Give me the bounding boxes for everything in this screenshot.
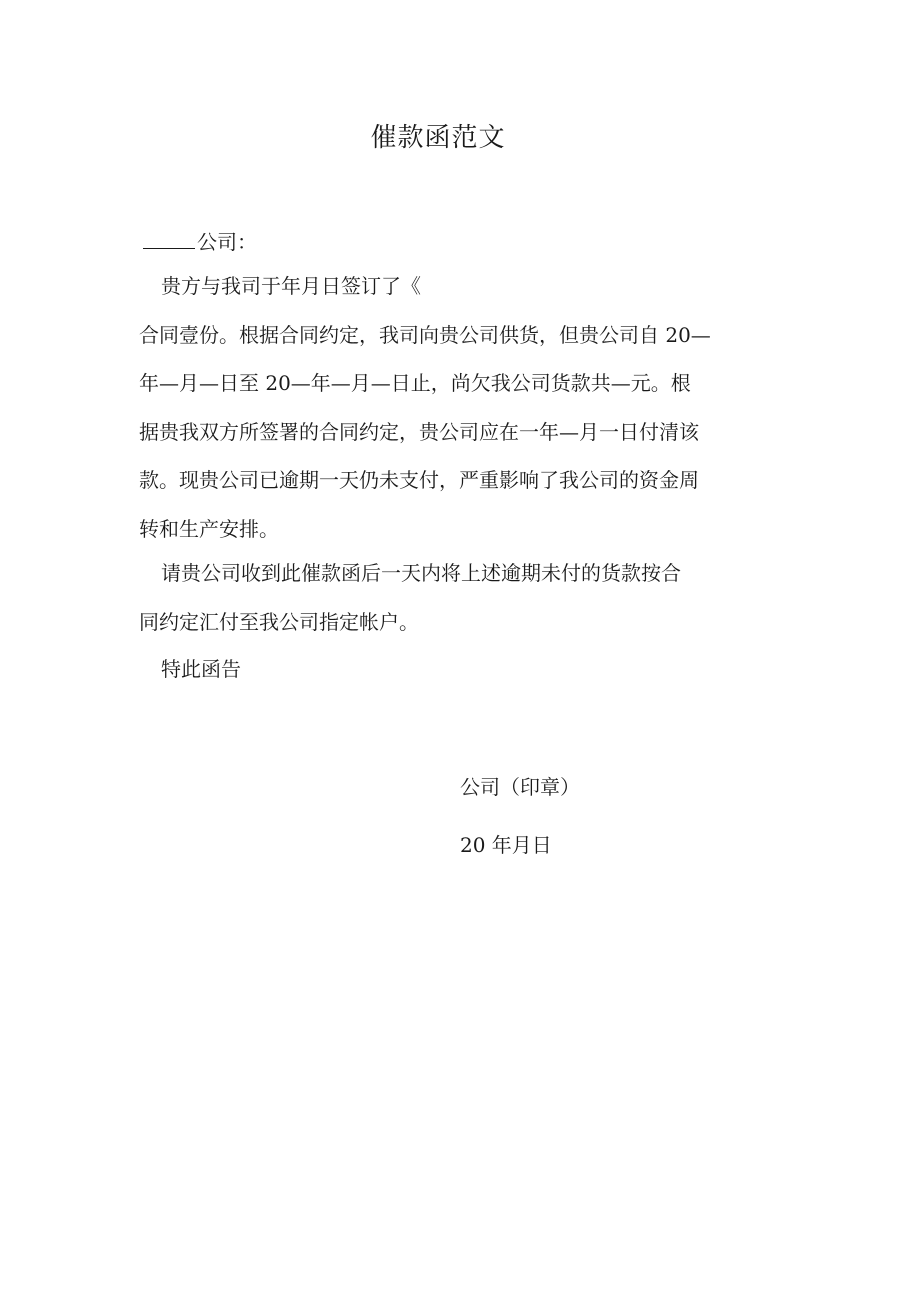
salutation-text: 公司：: [197, 230, 257, 254]
paragraph-line: 合同壹份。根据合同约定，我司向贵公司供货，但贵公司自 20—: [139, 322, 711, 347]
salutation: [143, 226, 257, 258]
paragraph-line: 款。现贵公司已逾期一天仍未支付，严重影响了我公司的资金周: [139, 468, 699, 492]
document-title: 催款函范文: [370, 123, 506, 153]
paragraph-line: 请贵公司收到此催款函后一天内将上述逾期未付的货款按合: [161, 561, 681, 585]
paragraph-line: 据贵我双方所签署的合同约定，贵公司应在一年—月一日付清该: [139, 419, 699, 444]
paragraph-line: 同约定汇付至我公司指定帐户。: [139, 609, 419, 634]
paragraph-line: 贵方与我司于年月日签订了《: [161, 274, 421, 298]
closing-phrase: 特此函告: [161, 657, 241, 681]
recipient-blank: [143, 226, 195, 249]
paragraph-line: 年—月—日至 20—年—月—日止，尚欠我公司货款共—元。根: [139, 371, 691, 395]
paragraph-payment-request: [139, 549, 739, 646]
paragraph-debt-notice: [139, 262, 739, 553]
paragraph-line: 转和生产安排。: [139, 516, 279, 541]
signature-company: 公司（印章）: [460, 775, 580, 799]
signature-date: 20 年月日: [460, 833, 552, 857]
